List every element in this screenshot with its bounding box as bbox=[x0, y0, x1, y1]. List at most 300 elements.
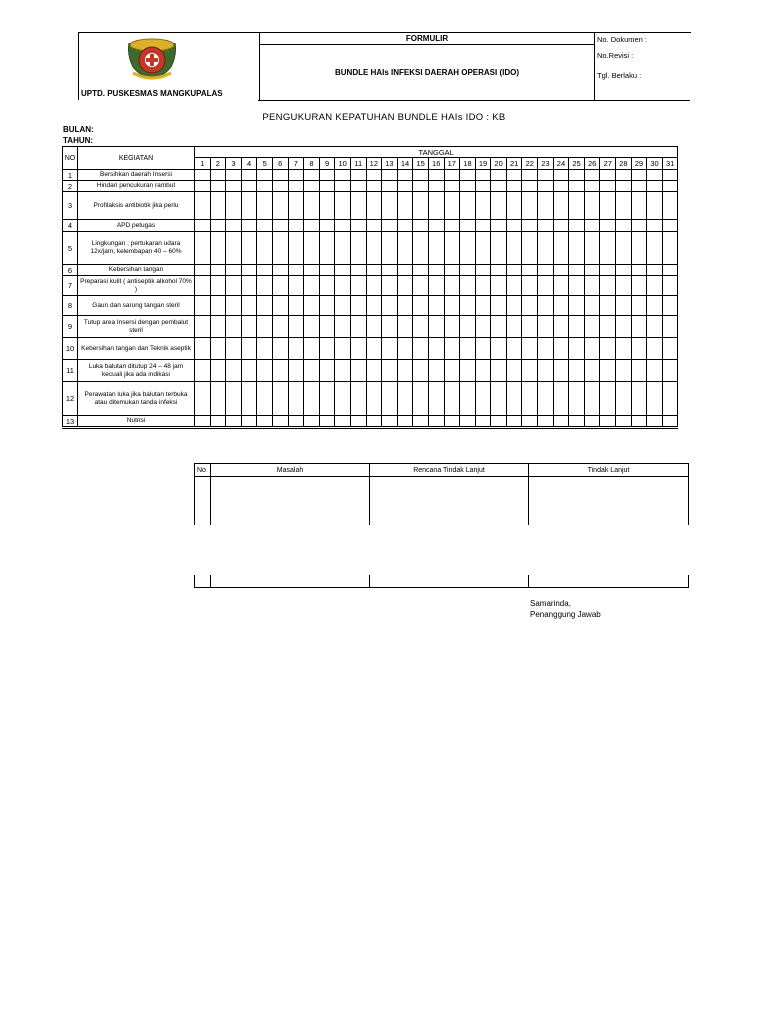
check-cell[interactable] bbox=[522, 170, 538, 181]
check-cell[interactable] bbox=[647, 316, 663, 338]
check-cell[interactable] bbox=[647, 181, 663, 192]
check-cell[interactable] bbox=[272, 296, 288, 316]
check-cell[interactable] bbox=[210, 416, 226, 428]
check-cell[interactable] bbox=[335, 382, 351, 416]
check-cell[interactable] bbox=[257, 382, 273, 416]
check-cell[interactable] bbox=[600, 220, 616, 232]
check-cell[interactable] bbox=[413, 360, 429, 382]
check-cell[interactable] bbox=[475, 192, 491, 220]
check-cell[interactable] bbox=[460, 382, 476, 416]
check-cell[interactable] bbox=[288, 338, 304, 360]
check-cell[interactable] bbox=[257, 192, 273, 220]
check-cell[interactable] bbox=[444, 192, 460, 220]
check-cell[interactable] bbox=[444, 220, 460, 232]
check-cell[interactable] bbox=[257, 232, 273, 265]
check-cell[interactable] bbox=[662, 232, 678, 265]
check-cell[interactable] bbox=[210, 276, 226, 296]
check-cell[interactable] bbox=[444, 265, 460, 276]
check-cell[interactable] bbox=[584, 382, 600, 416]
check-cell[interactable] bbox=[506, 316, 522, 338]
check-cell[interactable] bbox=[616, 296, 632, 316]
check-cell[interactable] bbox=[304, 276, 320, 296]
check-cell[interactable] bbox=[491, 265, 507, 276]
check-cell[interactable] bbox=[195, 296, 211, 316]
check-cell[interactable] bbox=[631, 232, 647, 265]
check-cell[interactable] bbox=[600, 276, 616, 296]
check-cell[interactable] bbox=[397, 316, 413, 338]
check-cell[interactable] bbox=[616, 276, 632, 296]
check-cell[interactable] bbox=[662, 265, 678, 276]
check-cell[interactable] bbox=[350, 382, 366, 416]
check-cell[interactable] bbox=[538, 416, 554, 428]
check-cell[interactable] bbox=[428, 296, 444, 316]
check-cell[interactable] bbox=[460, 416, 476, 428]
check-cell[interactable] bbox=[506, 220, 522, 232]
check-cell[interactable] bbox=[272, 232, 288, 265]
check-cell[interactable] bbox=[397, 181, 413, 192]
check-cell[interactable] bbox=[538, 181, 554, 192]
check-cell[interactable] bbox=[195, 170, 211, 181]
check-cell[interactable] bbox=[257, 316, 273, 338]
check-cell[interactable] bbox=[210, 220, 226, 232]
check-cell[interactable] bbox=[460, 192, 476, 220]
check-cell[interactable] bbox=[522, 276, 538, 296]
check-cell[interactable] bbox=[241, 416, 257, 428]
check-cell[interactable] bbox=[288, 232, 304, 265]
check-cell[interactable] bbox=[647, 360, 663, 382]
check-cell[interactable] bbox=[491, 338, 507, 360]
check-cell[interactable] bbox=[475, 170, 491, 181]
check-cell[interactable] bbox=[522, 316, 538, 338]
check-cell[interactable] bbox=[553, 338, 569, 360]
check-cell[interactable] bbox=[397, 296, 413, 316]
check-cell[interactable] bbox=[272, 416, 288, 428]
check-cell[interactable] bbox=[413, 276, 429, 296]
check-cell[interactable] bbox=[288, 276, 304, 296]
check-cell[interactable] bbox=[226, 382, 242, 416]
check-cell[interactable] bbox=[350, 220, 366, 232]
check-cell[interactable] bbox=[288, 220, 304, 232]
check-cell[interactable] bbox=[553, 416, 569, 428]
check-cell[interactable] bbox=[538, 296, 554, 316]
check-cell[interactable] bbox=[491, 360, 507, 382]
check-cell[interactable] bbox=[397, 416, 413, 428]
check-cell[interactable] bbox=[319, 232, 335, 265]
followup-cell[interactable] bbox=[529, 575, 689, 588]
check-cell[interactable] bbox=[272, 276, 288, 296]
check-cell[interactable] bbox=[304, 181, 320, 192]
check-cell[interactable] bbox=[319, 170, 335, 181]
check-cell[interactable] bbox=[600, 360, 616, 382]
check-cell[interactable] bbox=[335, 192, 351, 220]
check-cell[interactable] bbox=[553, 232, 569, 265]
check-cell[interactable] bbox=[631, 360, 647, 382]
check-cell[interactable] bbox=[631, 192, 647, 220]
check-cell[interactable] bbox=[288, 316, 304, 338]
check-cell[interactable] bbox=[491, 220, 507, 232]
check-cell[interactable] bbox=[662, 181, 678, 192]
check-cell[interactable] bbox=[226, 220, 242, 232]
check-cell[interactable] bbox=[460, 316, 476, 338]
check-cell[interactable] bbox=[319, 296, 335, 316]
check-cell[interactable] bbox=[272, 382, 288, 416]
check-cell[interactable] bbox=[304, 265, 320, 276]
check-cell[interactable] bbox=[226, 265, 242, 276]
check-cell[interactable] bbox=[428, 338, 444, 360]
followup-cell[interactable] bbox=[195, 575, 211, 588]
check-cell[interactable] bbox=[272, 181, 288, 192]
check-cell[interactable] bbox=[195, 181, 211, 192]
check-cell[interactable] bbox=[195, 220, 211, 232]
check-cell[interactable] bbox=[600, 382, 616, 416]
check-cell[interactable] bbox=[538, 170, 554, 181]
check-cell[interactable] bbox=[304, 316, 320, 338]
check-cell[interactable] bbox=[553, 170, 569, 181]
check-cell[interactable] bbox=[475, 382, 491, 416]
check-cell[interactable] bbox=[210, 192, 226, 220]
check-cell[interactable] bbox=[413, 296, 429, 316]
check-cell[interactable] bbox=[538, 338, 554, 360]
check-cell[interactable] bbox=[616, 382, 632, 416]
check-cell[interactable] bbox=[350, 296, 366, 316]
check-cell[interactable] bbox=[241, 192, 257, 220]
check-cell[interactable] bbox=[195, 416, 211, 428]
check-cell[interactable] bbox=[397, 170, 413, 181]
check-cell[interactable] bbox=[382, 170, 398, 181]
check-cell[interactable] bbox=[647, 338, 663, 360]
check-cell[interactable] bbox=[506, 232, 522, 265]
check-cell[interactable] bbox=[350, 416, 366, 428]
check-cell[interactable] bbox=[319, 316, 335, 338]
check-cell[interactable] bbox=[319, 265, 335, 276]
check-cell[interactable] bbox=[210, 338, 226, 360]
check-cell[interactable] bbox=[616, 338, 632, 360]
check-cell[interactable] bbox=[522, 265, 538, 276]
check-cell[interactable] bbox=[366, 296, 382, 316]
check-cell[interactable] bbox=[288, 416, 304, 428]
check-cell[interactable] bbox=[475, 416, 491, 428]
check-cell[interactable] bbox=[397, 338, 413, 360]
check-cell[interactable] bbox=[288, 170, 304, 181]
check-cell[interactable] bbox=[538, 192, 554, 220]
check-cell[interactable] bbox=[631, 265, 647, 276]
check-cell[interactable] bbox=[460, 276, 476, 296]
check-cell[interactable] bbox=[413, 181, 429, 192]
check-cell[interactable] bbox=[538, 360, 554, 382]
check-cell[interactable] bbox=[616, 181, 632, 192]
check-cell[interactable] bbox=[210, 316, 226, 338]
check-cell[interactable] bbox=[335, 338, 351, 360]
check-cell[interactable] bbox=[631, 181, 647, 192]
check-cell[interactable] bbox=[553, 316, 569, 338]
check-cell[interactable] bbox=[226, 181, 242, 192]
check-cell[interactable] bbox=[460, 265, 476, 276]
check-cell[interactable] bbox=[366, 276, 382, 296]
check-cell[interactable] bbox=[491, 192, 507, 220]
check-cell[interactable] bbox=[241, 170, 257, 181]
check-cell[interactable] bbox=[397, 192, 413, 220]
check-cell[interactable] bbox=[444, 181, 460, 192]
check-cell[interactable] bbox=[522, 181, 538, 192]
check-cell[interactable] bbox=[350, 232, 366, 265]
check-cell[interactable] bbox=[553, 220, 569, 232]
check-cell[interactable] bbox=[569, 296, 585, 316]
check-cell[interactable] bbox=[538, 265, 554, 276]
check-cell[interactable] bbox=[413, 232, 429, 265]
check-cell[interactable] bbox=[491, 276, 507, 296]
check-cell[interactable] bbox=[491, 296, 507, 316]
check-cell[interactable] bbox=[460, 232, 476, 265]
check-cell[interactable] bbox=[319, 360, 335, 382]
check-cell[interactable] bbox=[350, 338, 366, 360]
check-cell[interactable] bbox=[553, 360, 569, 382]
check-cell[interactable] bbox=[631, 220, 647, 232]
check-cell[interactable] bbox=[428, 220, 444, 232]
check-cell[interactable] bbox=[569, 170, 585, 181]
check-cell[interactable] bbox=[506, 296, 522, 316]
check-cell[interactable] bbox=[647, 170, 663, 181]
check-cell[interactable] bbox=[428, 265, 444, 276]
check-cell[interactable] bbox=[428, 181, 444, 192]
check-cell[interactable] bbox=[569, 416, 585, 428]
check-cell[interactable] bbox=[647, 276, 663, 296]
check-cell[interactable] bbox=[506, 170, 522, 181]
check-cell[interactable] bbox=[319, 276, 335, 296]
check-cell[interactable] bbox=[506, 416, 522, 428]
followup-cell[interactable] bbox=[370, 477, 529, 526]
check-cell[interactable] bbox=[600, 416, 616, 428]
check-cell[interactable] bbox=[460, 360, 476, 382]
check-cell[interactable] bbox=[210, 296, 226, 316]
check-cell[interactable] bbox=[319, 382, 335, 416]
check-cell[interactable] bbox=[600, 265, 616, 276]
check-cell[interactable] bbox=[304, 232, 320, 265]
check-cell[interactable] bbox=[584, 416, 600, 428]
check-cell[interactable] bbox=[569, 265, 585, 276]
check-cell[interactable] bbox=[538, 220, 554, 232]
check-cell[interactable] bbox=[257, 265, 273, 276]
check-cell[interactable] bbox=[600, 296, 616, 316]
check-cell[interactable] bbox=[335, 276, 351, 296]
check-cell[interactable] bbox=[241, 232, 257, 265]
check-cell[interactable] bbox=[647, 296, 663, 316]
check-cell[interactable] bbox=[366, 220, 382, 232]
check-cell[interactable] bbox=[584, 360, 600, 382]
followup-cell[interactable] bbox=[195, 477, 211, 526]
check-cell[interactable] bbox=[491, 316, 507, 338]
check-cell[interactable] bbox=[538, 316, 554, 338]
check-cell[interactable] bbox=[335, 220, 351, 232]
check-cell[interactable] bbox=[428, 232, 444, 265]
check-cell[interactable] bbox=[257, 360, 273, 382]
check-cell[interactable] bbox=[428, 276, 444, 296]
check-cell[interactable] bbox=[210, 232, 226, 265]
check-cell[interactable] bbox=[522, 232, 538, 265]
check-cell[interactable] bbox=[506, 265, 522, 276]
check-cell[interactable] bbox=[662, 382, 678, 416]
check-cell[interactable] bbox=[444, 338, 460, 360]
check-cell[interactable] bbox=[569, 276, 585, 296]
check-cell[interactable] bbox=[569, 338, 585, 360]
check-cell[interactable] bbox=[195, 360, 211, 382]
check-cell[interactable] bbox=[195, 382, 211, 416]
check-cell[interactable] bbox=[647, 192, 663, 220]
check-cell[interactable] bbox=[506, 360, 522, 382]
check-cell[interactable] bbox=[506, 276, 522, 296]
check-cell[interactable] bbox=[288, 181, 304, 192]
check-cell[interactable] bbox=[382, 192, 398, 220]
check-cell[interactable] bbox=[195, 192, 211, 220]
check-cell[interactable] bbox=[491, 170, 507, 181]
check-cell[interactable] bbox=[366, 416, 382, 428]
check-cell[interactable] bbox=[366, 192, 382, 220]
check-cell[interactable] bbox=[584, 316, 600, 338]
check-cell[interactable] bbox=[304, 382, 320, 416]
check-cell[interactable] bbox=[631, 296, 647, 316]
check-cell[interactable] bbox=[413, 265, 429, 276]
check-cell[interactable] bbox=[195, 265, 211, 276]
check-cell[interactable] bbox=[522, 220, 538, 232]
check-cell[interactable] bbox=[257, 170, 273, 181]
check-cell[interactable] bbox=[444, 232, 460, 265]
check-cell[interactable] bbox=[210, 360, 226, 382]
check-cell[interactable] bbox=[522, 296, 538, 316]
check-cell[interactable] bbox=[241, 316, 257, 338]
check-cell[interactable] bbox=[475, 232, 491, 265]
check-cell[interactable] bbox=[522, 192, 538, 220]
check-cell[interactable] bbox=[569, 316, 585, 338]
check-cell[interactable] bbox=[413, 316, 429, 338]
check-cell[interactable] bbox=[226, 296, 242, 316]
check-cell[interactable] bbox=[226, 360, 242, 382]
check-cell[interactable] bbox=[569, 360, 585, 382]
check-cell[interactable] bbox=[522, 338, 538, 360]
check-cell[interactable] bbox=[288, 296, 304, 316]
check-cell[interactable] bbox=[366, 232, 382, 265]
check-cell[interactable] bbox=[428, 416, 444, 428]
check-cell[interactable] bbox=[226, 316, 242, 338]
check-cell[interactable] bbox=[616, 232, 632, 265]
check-cell[interactable] bbox=[491, 382, 507, 416]
check-cell[interactable] bbox=[553, 382, 569, 416]
check-cell[interactable] bbox=[241, 360, 257, 382]
check-cell[interactable] bbox=[600, 316, 616, 338]
check-cell[interactable] bbox=[662, 316, 678, 338]
check-cell[interactable] bbox=[413, 220, 429, 232]
check-cell[interactable] bbox=[631, 316, 647, 338]
check-cell[interactable] bbox=[397, 382, 413, 416]
check-cell[interactable] bbox=[569, 192, 585, 220]
check-cell[interactable] bbox=[272, 316, 288, 338]
followup-cell[interactable] bbox=[529, 477, 689, 526]
check-cell[interactable] bbox=[584, 232, 600, 265]
check-cell[interactable] bbox=[506, 382, 522, 416]
check-cell[interactable] bbox=[226, 276, 242, 296]
check-cell[interactable] bbox=[647, 220, 663, 232]
check-cell[interactable] bbox=[569, 181, 585, 192]
check-cell[interactable] bbox=[366, 181, 382, 192]
check-cell[interactable] bbox=[272, 192, 288, 220]
check-cell[interactable] bbox=[662, 220, 678, 232]
check-cell[interactable] bbox=[241, 265, 257, 276]
check-cell[interactable] bbox=[272, 360, 288, 382]
check-cell[interactable] bbox=[460, 338, 476, 360]
check-cell[interactable] bbox=[475, 181, 491, 192]
followup-cell[interactable] bbox=[211, 477, 370, 526]
check-cell[interactable] bbox=[257, 296, 273, 316]
check-cell[interactable] bbox=[600, 170, 616, 181]
check-cell[interactable] bbox=[335, 170, 351, 181]
check-cell[interactable] bbox=[662, 360, 678, 382]
check-cell[interactable] bbox=[335, 232, 351, 265]
check-cell[interactable] bbox=[272, 220, 288, 232]
check-cell[interactable] bbox=[538, 276, 554, 296]
check-cell[interactable] bbox=[616, 360, 632, 382]
check-cell[interactable] bbox=[460, 170, 476, 181]
check-cell[interactable] bbox=[241, 181, 257, 192]
check-cell[interactable] bbox=[382, 265, 398, 276]
check-cell[interactable] bbox=[584, 170, 600, 181]
check-cell[interactable] bbox=[506, 192, 522, 220]
check-cell[interactable] bbox=[444, 360, 460, 382]
check-cell[interactable] bbox=[584, 276, 600, 296]
check-cell[interactable] bbox=[475, 360, 491, 382]
check-cell[interactable] bbox=[397, 276, 413, 296]
check-cell[interactable] bbox=[631, 170, 647, 181]
followup-cell[interactable] bbox=[211, 575, 370, 588]
check-cell[interactable] bbox=[600, 232, 616, 265]
check-cell[interactable] bbox=[616, 316, 632, 338]
check-cell[interactable] bbox=[444, 316, 460, 338]
check-cell[interactable] bbox=[335, 416, 351, 428]
check-cell[interactable] bbox=[475, 338, 491, 360]
check-cell[interactable] bbox=[210, 170, 226, 181]
check-cell[interactable] bbox=[304, 170, 320, 181]
check-cell[interactable] bbox=[397, 265, 413, 276]
check-cell[interactable] bbox=[413, 192, 429, 220]
check-cell[interactable] bbox=[304, 338, 320, 360]
check-cell[interactable] bbox=[382, 181, 398, 192]
check-cell[interactable] bbox=[195, 316, 211, 338]
check-cell[interactable] bbox=[366, 338, 382, 360]
check-cell[interactable] bbox=[616, 170, 632, 181]
check-cell[interactable] bbox=[444, 276, 460, 296]
check-cell[interactable] bbox=[335, 265, 351, 276]
check-cell[interactable] bbox=[616, 265, 632, 276]
check-cell[interactable] bbox=[553, 296, 569, 316]
check-cell[interactable] bbox=[226, 232, 242, 265]
check-cell[interactable] bbox=[350, 276, 366, 296]
check-cell[interactable] bbox=[272, 338, 288, 360]
check-cell[interactable] bbox=[241, 220, 257, 232]
check-cell[interactable] bbox=[335, 360, 351, 382]
check-cell[interactable] bbox=[647, 265, 663, 276]
check-cell[interactable] bbox=[288, 360, 304, 382]
check-cell[interactable] bbox=[226, 170, 242, 181]
check-cell[interactable] bbox=[397, 220, 413, 232]
check-cell[interactable] bbox=[491, 416, 507, 428]
check-cell[interactable] bbox=[460, 220, 476, 232]
check-cell[interactable] bbox=[304, 360, 320, 382]
check-cell[interactable] bbox=[584, 296, 600, 316]
check-cell[interactable] bbox=[335, 296, 351, 316]
check-cell[interactable] bbox=[210, 265, 226, 276]
check-cell[interactable] bbox=[475, 276, 491, 296]
check-cell[interactable] bbox=[460, 296, 476, 316]
check-cell[interactable] bbox=[241, 296, 257, 316]
check-cell[interactable] bbox=[647, 232, 663, 265]
check-cell[interactable] bbox=[288, 382, 304, 416]
